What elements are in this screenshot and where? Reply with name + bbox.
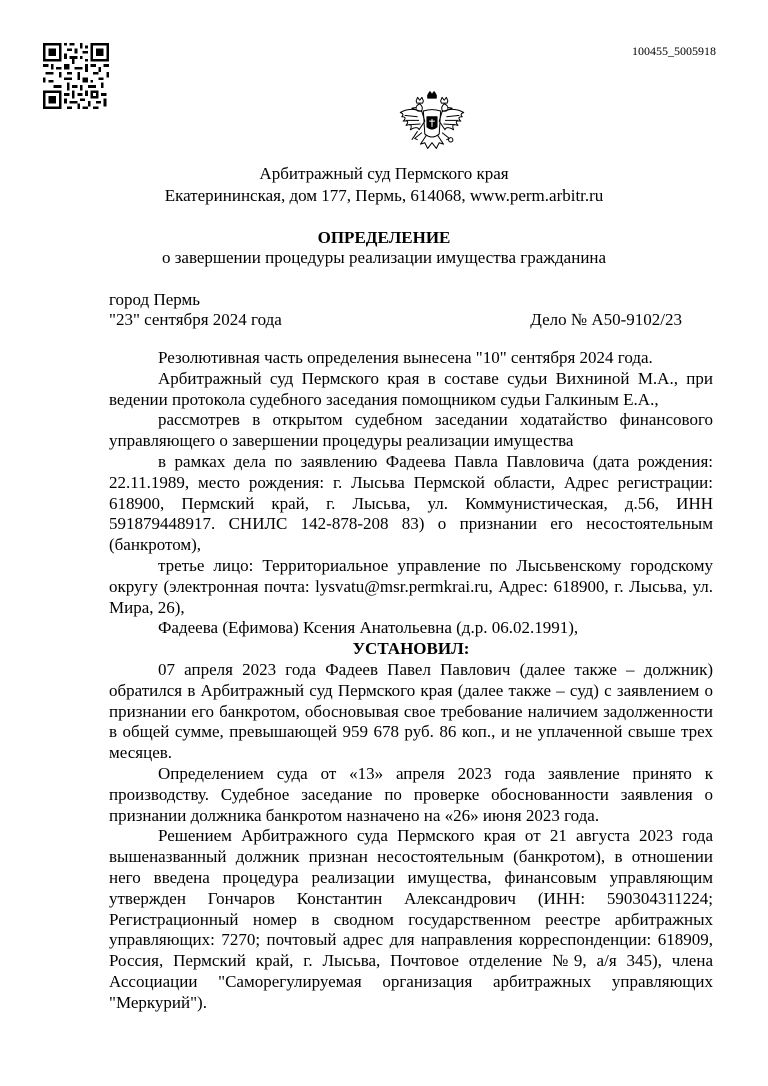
court-name: Арбитражный суд Пермского края	[259, 164, 509, 183]
paragraph-third-party: третье лицо: Территориальное управление по Лысьвенскому городскому округу (электронная почта: lysvatu@msr.permkrai.ru, Адрес: 618900, г. Лысьва, ул. Мира, 26),	[109, 555, 713, 617]
document-id: 100455_5005918	[632, 44, 716, 58]
paragraph-application: 07 апреля 2023 года Фадеев Павел Павлович (далее также – должник) обратился в Арбитражный суд Пермского края (далее также – суд) с заявлением о признании его банкротом, обосновывая свое требование наличием задолженности в общей сумме, превышающей 959 678 руб. 86 коп., и не уплаченной свыше трех месяцев.	[109, 659, 713, 763]
document-body	[109, 348, 713, 1014]
document-title: ОПРЕДЕЛЕНИЕ	[317, 228, 451, 247]
city: город Пермь	[109, 290, 201, 309]
case-number: Дело № А50-9102/23	[530, 310, 682, 329]
qr-code	[43, 43, 109, 109]
paragraph-operative-part: Резолютивная часть определения вынесена "10" сентября 2024 года.	[158, 348, 653, 367]
document-subtitle: о завершении процедуры реализации имущества гражданина	[161, 248, 607, 267]
paragraph-acceptance: Определением суда от «13» апреля 2023 года заявление принято к производству. Судебное заседание по проверке обоснованности заявления о признании должника банкротом назначено на «26» июня 2023 года.	[109, 763, 713, 825]
coat-of-arms-emblem	[396, 88, 468, 160]
paragraph-decision: Решением Арбитражного суда Пермского края от 21 августа 2023 года вышеназванный должник признан несостоятельным (банкротом), в отношении него введена процедура реализации имущества, финансовым управляющим утвержден Гончаров Константин Александрович (ИНН: 590304311224; Регистрационный номер в сводном государственном реестре арбитражных управляющих: 7270; почтовый адрес для направления корреспонденции: 618909, Россия, Пермский край, г. Лысьва, Почтовое отделение №9, а/я 345), члена Ассоциации "Саморегулируемая организация арбитражных управляющих "Меркурий").	[109, 826, 713, 1012]
paragraph-other-party: Фадеева (Ефимова) Ксения Анатольевна (д.р. 06.02.1991),	[158, 618, 579, 638]
paragraph-case-details: в рамках дела по заявлению Фадеева Павла Павловича (дата рождения: 22.11.1989, место рождения: г. Лысьва Пермской области, Адрес регистрации: 618900, Пермский край, г. Лысьва, ул. Коммунистическая, д.56, ИНН 591879448917. СНИЛС 142-878-208 83) о признании его несостоятельным (банкротом),	[109, 451, 713, 555]
paragraph-petition: рассмотрев в открытом судебном заседании ходатайство финансового управляющего о завершении процедуры реализации имущества	[109, 410, 713, 451]
court-address: Екатерининская, дом 177, Пермь, 614068, www.perm.arbitr.ru	[164, 186, 604, 205]
paragraph-court-composition: Арбитражный суд Пермского края в составе судьи Вихниной М.А., при ведении протокола судебного заседания помощником судьи Галкиным Е.А.,	[109, 368, 713, 409]
section-heading-established: УСТАНОВИЛ:	[352, 639, 470, 659]
document-date: "23" сентября 2024 года	[109, 310, 282, 329]
